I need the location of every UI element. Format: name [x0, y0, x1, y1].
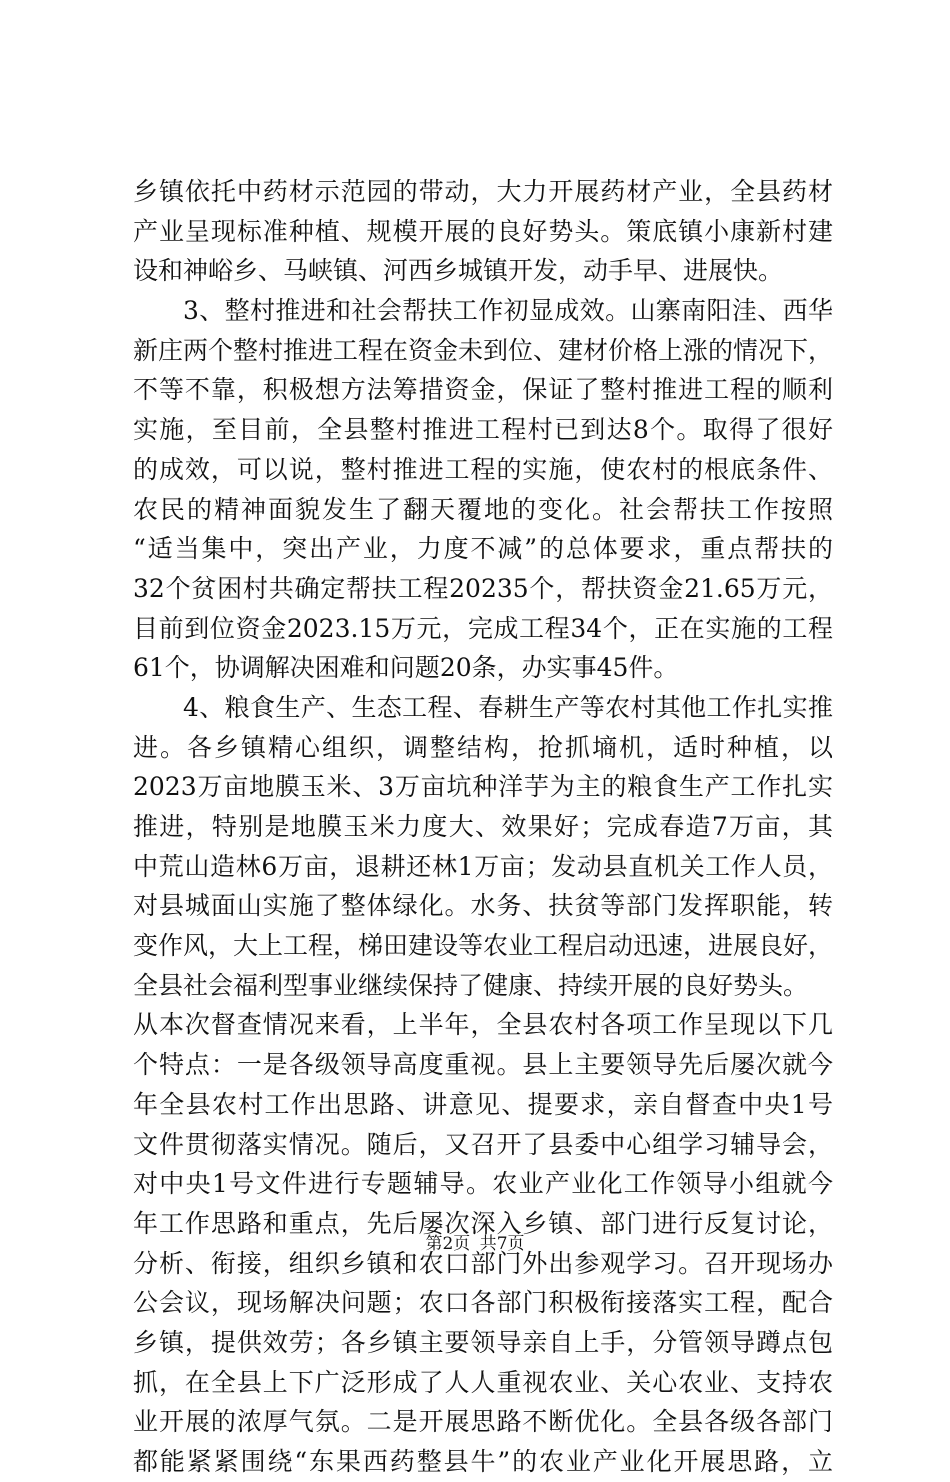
text-line: 年全县农村工作出思路、讲意见、提要求，亲自督查中央1号	[133, 1089, 833, 1119]
text-line: 业开展的浓厚气氛。二是开展思路不断优化。全县各级各部门	[133, 1407, 833, 1437]
text-line: 中荒山造林6万亩，退耕还林1万亩；发动县直机关工作人员，	[133, 851, 833, 881]
text-line: 对中央1号文件进行专题辅导。农业产业化工作领导小组就今	[133, 1169, 833, 1199]
text-line: 新庄两个整村推进工程在资金未到位、建材价格上涨的情况下，	[133, 335, 834, 365]
text-line: 公会议，现场解决问题；农口各部门积极衔接落实工程，配合	[133, 1288, 833, 1318]
page-total: 共7页	[479, 1234, 525, 1254]
text-line: 农民的精神面貌发生了翻天覆地的变化。社会帮扶工作按照	[133, 494, 833, 524]
text-line: 乡镇依托中药材示范园的带动，大力开展药材产业，全县药材	[133, 177, 833, 206]
text-line: 变作风，大上工程，梯田建设等农业工程启动迅速，进展良好，	[133, 931, 834, 961]
text-line: 4、粮食生产、生态工程、春耕生产等农村其他工作扎实推	[183, 692, 833, 722]
text-line: 2023万亩地膜玉米、3万亩坑种洋芋为主的粮食生产工作扎实	[133, 772, 833, 802]
text-line: 设和神峪乡、马峡镇、河西乡城镇开发，动手早、进展快。	[133, 256, 784, 286]
text-line: 目前到位资金2023.15万元，完成工程34个，正在实施的工程	[133, 613, 833, 643]
text-line: 分析、衔接，组织乡镇和农口部门外出参观学习。召开现场办	[133, 1248, 833, 1278]
text-line: 对县城面山实施了整体绿化。水务、扶贫等部门发挥职能，转	[133, 891, 833, 921]
text-line: 全县社会福利型事业继续保持了健康、持续开展的良好势头。	[133, 970, 809, 1000]
text-line: 进。各乡镇精心组织，调整结构，抢抓墒机，适时种植，以	[133, 732, 833, 762]
text-line: 抓，在全县上下广泛形成了人人重视农业、关心农业、支持农	[133, 1367, 833, 1397]
text-line: 产业呈现标准种植、规模开展的良好势头。策底镇小康新村建	[133, 216, 833, 246]
text-line: 个特点：一是各级领导高度重视。县上主要领导先后屡次就今	[133, 1050, 833, 1080]
text-line: 文件贯彻落实情况。随后，又召开了县委中心组学习辅导会，	[133, 1129, 833, 1159]
text-line: “适当集中，突出产业，力度不减”的总体要求，重点帮扶的	[133, 534, 833, 564]
text-line: 年工作思路和重点，先后屡次深入乡镇、部门进行反复讨论，	[133, 1208, 833, 1238]
text-line: 不等不靠，积极想方法筹措资金，保证了整村推进工程的顺利	[133, 375, 833, 405]
text-line: 从本次督查情况来看，上半年，全县农村各项工作呈现以下几	[133, 1010, 833, 1040]
text-line: 实施，至目前，全县整村推进工程村已到达8个。取得了很好	[133, 415, 833, 445]
text-line: 乡镇，提供效劳；各乡镇主要领导亲自上手，分管领导蹲点包	[133, 1327, 833, 1357]
page-number: 第2页	[425, 1234, 471, 1254]
text-line: 61个，协调解决困难和问题20条，办实事45件。	[133, 653, 679, 683]
text-line: 32个贫困村共确定帮扶工程20235个，帮扶资金21.65万元，	[133, 573, 833, 603]
text-line: 推进，特别是地膜玉米力度大、效果好；完成春造7万亩，其	[133, 812, 833, 841]
page-footer	[0, 1232, 950, 1256]
text-line: 都能紧紧围绕“东果西药整县牛”的农业产业化开展思路，立	[133, 1447, 833, 1476]
text-line: 3、整村推进和社会帮扶工作初显成效。山寨南阳洼、西华	[183, 296, 833, 326]
text-line: 的成效，可以说，整村推进工程的实施，使农村的根底条件、	[133, 454, 833, 484]
document-body	[133, 172, 833, 1482]
